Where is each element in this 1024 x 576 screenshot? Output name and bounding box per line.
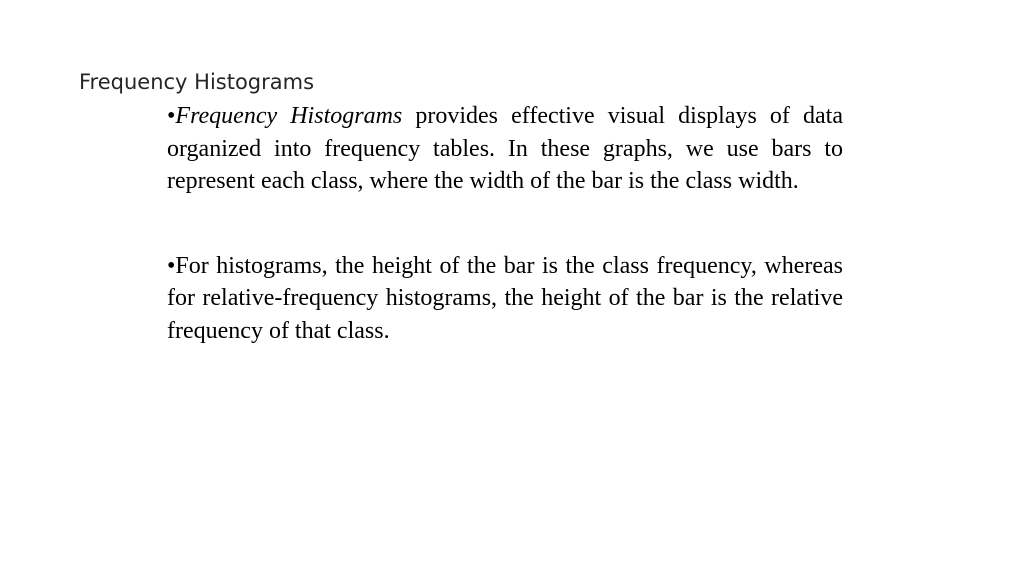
bullet-item-1 <box>167 100 843 198</box>
bullet-item-2 <box>167 250 843 348</box>
bullet-text: For histograms, the height of the bar is the class frequency, whereas for relative-frequency histograms, the height of the bar is the relative frequency of that class. <box>167 252 843 344</box>
bullet-marker: • <box>167 252 176 279</box>
slide-content <box>167 100 843 347</box>
bullet-text: provides effective visual displays of data organized into frequency tables. In these graphs, we use bars to represent each class, where the width of the bar is the class width. <box>167 103 843 194</box>
bullet-marker: • <box>167 103 176 129</box>
bullet-emphasis: Frequency Histograms <box>175 103 403 129</box>
slide-title: Frequency Histograms <box>79 70 315 94</box>
